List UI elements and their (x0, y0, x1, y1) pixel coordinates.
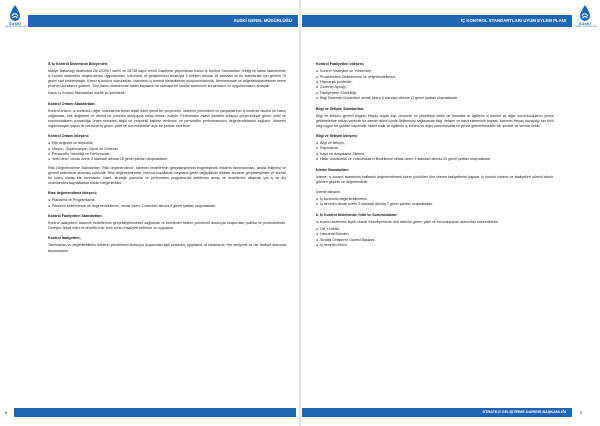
list-item: ► Görevler Ayrılığı, (316, 85, 554, 90)
list-item: ► Bilgi ve İletişim, (316, 141, 554, 146)
risk-assessment-paragraph: Risk Değerlendirme Standartları: Risk değerlendirme, idarenin hedeflerinin gerçekleşmesini engelleyecek risklerin tanımlanması, analiz edilmesi ve gerekli önlemlerin alınması sürecidir. Risk değerlendirmesi, mevcut koşullarda meydana gelen değişiklikler dikkate alınarak gerçekleştirilen ve sürekli bir süreç olarak ele alınmalıdır. İdare, stratejik planında ve performans programında belirlenen amaç ve hedeflerine ulaşmak için iç ve dış nedenlerden kaynaklanan riskleri değerlendirir. (48, 165, 286, 186)
list-item: ► Prosedürlerin Belirlenmesi ve değerlendirilmesi, (316, 75, 554, 80)
information-component-list (316, 141, 554, 163)
header-title-left: SUSKİ GENEL MÜDÜRLÜĞÜ (233, 18, 292, 23)
section-5-paragraph: Maliye Bakanlığı tarafından 26/12/2007 tarihli ve 26738 sayılı resmi Gazetede yayımlanan Kamu İç Kontrol Standartları Tebliği ile kamu idarelerinde iç kontrol sisteminin oluşturulması uygulanması, izlenmesi ve geliştirilmesi amacıyla 5 bileşen altında 18 standart ve bu standartlar için gerekli 79 genel şart belirlenmiştir. Kamu iç kontrol standartları, idarelerin iç kontrol sistemlerinin oluşturulmasında, izlenmesinde ve değerlendirilmesinde temel yönetim kurallarını gösterir. Tüm kamu idarelerinde tutarlı kapsamlı ve standart bir kontrol sisteminin kurulmasını ve uygulanmasını amaçlar. (48, 69, 286, 89)
logo-subtitle: GENEL MÜDÜRLÜĞÜ (5, 26, 28, 28)
suski-logo-right (575, 4, 598, 38)
list-item: ► Harcama Birimleri, (316, 232, 554, 237)
list-item: ► Etik değerler ve dürüstlük, (48, 141, 286, 146)
section-5-summary-line: Kamu İç Kontrol Standartları özetle şu şekildedir: (48, 91, 126, 96)
control-environment-list (48, 141, 286, 163)
list-item: ► İç denetim olmak üzere 2 standart altında 7 genel şarttan oluşmaktadır. (316, 202, 554, 207)
section-6-heading: 6. İç Kontrol Sisteminde Yetki ve Sorumluluklar: (316, 212, 398, 217)
section-6-list (316, 227, 554, 249)
footer-bar-right (302, 408, 572, 417)
logo-subtitle: GENEL MÜDÜRLÜĞÜ (575, 26, 598, 28)
list-item: ► Misyon, Organizasyon Yapısı ve Görevler, (48, 147, 286, 152)
control-activities-subheading: Kontrol faaliyetleri; (48, 236, 81, 241)
header-title-right: İÇ KONTROL STANDARTLARI UYUM EYLEM PLANI (460, 18, 566, 23)
control-activities-list (316, 69, 554, 101)
list-item: ► Risklerin belirlenmesi ve değerlendirilmesi, olmak üzere 2 standart altında 8 genel şarttan oluşmaktadır. (48, 204, 286, 209)
monitoring-heading: İzleme Standartları: (316, 167, 350, 172)
section-5-heading: 5. İç Kontrol Sisteminin Bileşenleri: (48, 62, 109, 66)
risk-component-heading: Risk değerlendirme bileşeni; (48, 191, 97, 196)
list-item: ► Bilgi Sistemleri kontrolleri olmak üzere 6 standart altında 11 genel şarttan oluşmaktadır. (316, 96, 554, 101)
control-activities-paragraph: Kontrol faaliyetleri, idarenin hedeflerinin gerçekleştirilmesini sağlamak ve belirlenen riskleri yönetmek amacıyla oluşturulan politika ve prosedürlerdir. Örneğin; tespit edici ve düzeltici her türlü kontrol faaliyeti belirlenir ve uygulanır. (48, 221, 286, 231)
information-communication-heading: Bilgi ve İletişim Standartları: (316, 106, 365, 111)
list-item: ► Kayıt ve dosyalama Sistemi, (316, 152, 554, 157)
header-bar-left (28, 15, 298, 27)
page-number-right: 9 (580, 410, 583, 415)
list-item: ► Faaliyetlerin Sürekliliği, (316, 91, 554, 96)
control-activities-component-heading: Kontrol Faaliyetleri bileşeni; (316, 62, 365, 66)
header-bar-right (302, 15, 572, 27)
suski-logo-left (5, 4, 28, 38)
list-item: ► Yetki devri, olmak üzere 4 standart altında 26 genel şarttan oluşmaktadır. (48, 157, 286, 162)
control-environment-heading: Kontrol Ortamı Standartları: (48, 101, 96, 106)
list-item: ► İç kontrolün değerlendirilmesi, (316, 197, 554, 202)
list-item: ► Personelin Yeterliliği ve Performansı, (48, 152, 286, 157)
list-item: ► Hiyerarşik kontroller, (316, 80, 554, 85)
information-component-heading: Bilgi ve İletişim bileşeni; (316, 133, 358, 138)
control-activities-heading: Kontrol Faaliyetleri Standartları: (48, 214, 103, 219)
list-item: ► Üst Yönetici, (316, 227, 554, 232)
risk-component-list (48, 198, 286, 209)
control-activities-description: Tanımlanan ve değerlendirilen risklerin yönetilmesi amacıyla oluşturulan ilgili prosedür, uygulama ve kararlardır. Her seviyede ve her faaliyet alanında bulunmalıdır. (48, 243, 286, 253)
monitoring-paragraph: İzleme; iç kontrol sisteminin kalitesini değerlendirmek üzere yürütülen tüm izleme faaliyetlerini kapsar. İç kontrol sistemi ve faaliyetleri sürekli izlenir, gözden geçirilir ve değerlendirilir. (316, 174, 554, 184)
page-number-left: 8 (5, 410, 8, 415)
list-item: ► İç denetim Birimi, (316, 243, 554, 248)
information-communication-paragraph: Bilgi ve iletişim, gerekli bilginin ihtiyaç duyan kişi, personel ve yöneticiye belirli bir formatta ve ilgililerin iç kontrol ve diğer sorumluluklarını yerine getirmelerine imkân verecek bir zaman dilimi içinde iletilmesini sağlayacak bilgi, iletişim ve kayıt sisteminin kapsar. İdarenin ihtiyaç duyacağı her türlü bilgi uygun bir şekilde kaydedilir, tasnif edilir ve ilgililerin iç kontrol ve diğer sorumluluklarını yerine getirebilecekleri bir şekilde ve sürede iletilir. (316, 113, 554, 128)
page-gutter (299, 0, 301, 426)
list-item: ► Raporlama, (316, 146, 554, 151)
monitoring-component-heading: İzleme bileşeni; (316, 189, 341, 194)
list-item: ► Hata, Usulsüzlük ve Yolsuzlukların Bildirilmesi olmak üzere 4 standart altında 20 genel şarttan oluşmaktadır. (316, 157, 554, 162)
right-page-content (316, 62, 554, 252)
control-environment-paragraph: Kontrol ortamı, iç kontrolün diğer unsurlarına temel teşkil eden genel bir çerçevedir. İdarenin yöneticileri ve çalışanlarının iç kontrole olumlu bir bakış sağlaması, etik değerlere ve dürüst bir yönetim anlayışına sahip olması esastır. Performans esaslı yönetim anlayışı çerçevesinde görev, yetki ve sorumlulukların uzmanlığa önem verilerek bilgili ve yetenekli kişilere verilmesi ve personelin performansının değerlendirilmesi sağlanır. İdarenin organizasyon yapısı ile personel iş görev, yetki ve sorumlulukları açık bir şekilde belirlenir. (48, 108, 286, 128)
list-item: ► Kontrol Stratejileri ve Yöntemleri, (316, 69, 554, 74)
section-6-paragraph: İç kontrol sistemine ilişkin olarak Belediyemizde dört aktörün görev, yetki ve sorumlulukları alanından bahsedilebilir. (316, 219, 499, 224)
list-item: ► Planlama ve Programlama, (48, 198, 286, 203)
footer-department-text: STRATEJİ GELİŞTİRME DAİRESİ BAŞKANLIĞI (482, 410, 566, 414)
water-drop-icon (578, 4, 592, 22)
monitoring-component-list (316, 197, 554, 208)
logo-wordmark: SUSKİ (579, 22, 591, 26)
left-page-content (48, 62, 286, 256)
list-item: ► Strateji Geliştirme Dairesi Başkanı, (316, 238, 554, 243)
logo-wordmark: SUSKİ (9, 22, 21, 26)
control-environment-component-heading: Kontrol Ortamı bileşeni; (48, 134, 89, 139)
water-drop-icon (8, 4, 22, 22)
footer-bar-left (14, 408, 296, 417)
